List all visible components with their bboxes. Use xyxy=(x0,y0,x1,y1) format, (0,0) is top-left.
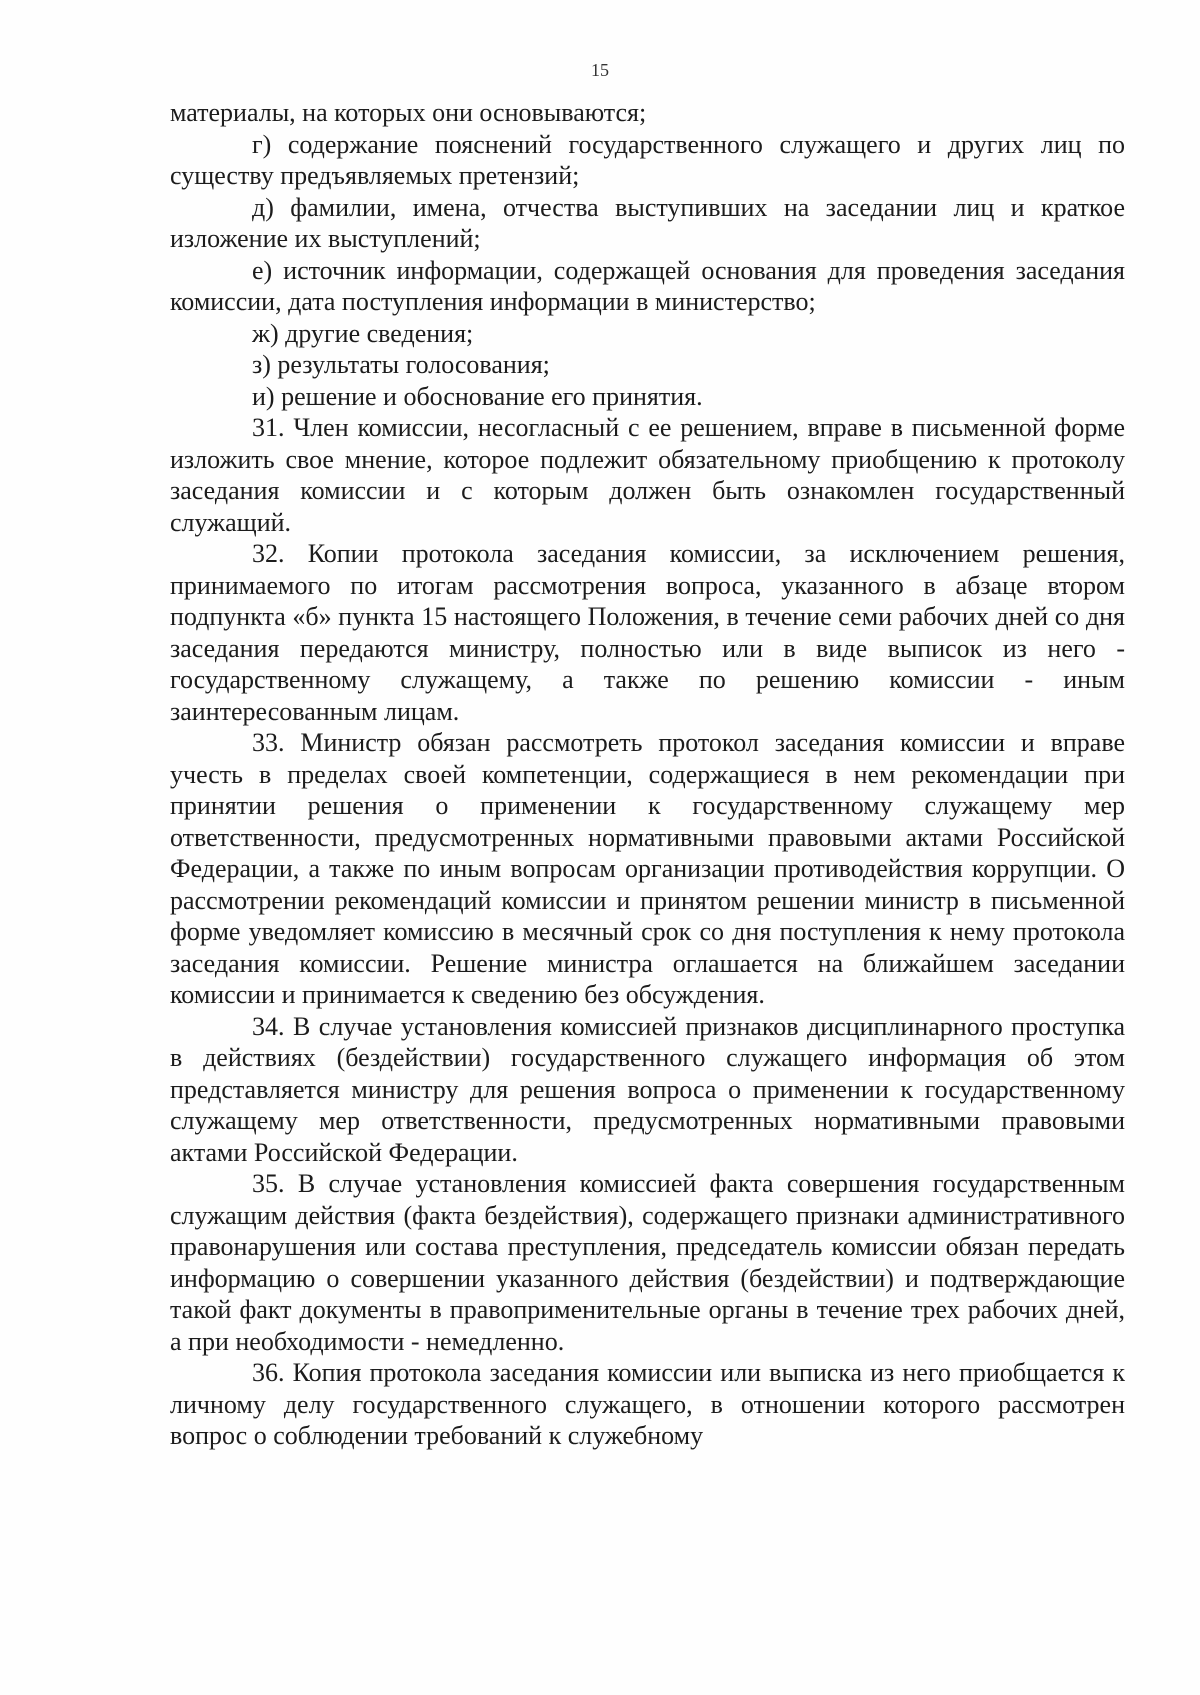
paragraph-item-zh: ж) другие сведения; xyxy=(252,318,474,348)
document-body xyxy=(170,97,1125,1452)
paragraph-item-g: г) содержание пояснений государственного служащего и других лиц по существу предъявляемых претензий; xyxy=(170,129,1125,190)
paragraph-34: 34. В случае установления комиссией признаков дисциплинарного проступка в действиях (бездействии) государственного служащего информация об этом представляется министру для решения вопроса о применении к государственному служащему мер ответственности, предусмотренных нормативными правовыми актами Российской Федерации. xyxy=(170,1011,1125,1167)
paragraph-item-d: д) фамилии, имена, отчества выступивших на заседании лиц и краткое изложение их выступлений; xyxy=(170,192,1125,253)
page-number: 15 xyxy=(591,60,609,80)
paragraph-35: 35. В случае установления комиссией факта совершения государственным служащим действия (факта бездействия), содержащего признаки административного правонарушения или состава преступления, председатель комиссии обязан передать информацию о совершении указанного действия (бездействии) и подтверждающие такой факт документы в правоприменительные органы в течение трех рабочих дней, а при необходимости - немедленно. xyxy=(170,1169,1125,1356)
paragraph-33: 33. Министр обязан рассмотреть протокол заседания комиссии и вправе учесть в пределах своей компетенции, содержащиеся в нем рекомендации при принятии решения о применении к государственному служащему мер ответственности, предусмотренных нормативными правовыми актами Российской Федерации, а также по иным вопросам организации противодействия коррупции. О рассмотрении рекомендаций комиссии и принятом решении министр в письменной форме уведомляет комиссию в месячный срок со дня поступления к нему протокола заседания комиссии. Решение министра оглашается на ближайшем заседании комиссии и принимается к сведению без обсуждения. xyxy=(170,728,1125,1009)
paragraph-item-i: и) решение и обоснование его принятия. xyxy=(252,381,703,411)
paragraph-continuation: материалы, на которых они основываются; xyxy=(170,98,647,127)
paragraph-32: 32. Копии протокола заседания комиссии, за исключением решения, принимаемого по итогам рассмотрения вопроса, указанного в абзаце втором подпункта «б» пункта 15 настоящего Положения, в течение семи рабочих дней со дня заседания передаются министру, полностью или в виде выписок из него - государственному служащему, а также по решению комиссии - иным заинтересованным лицам. xyxy=(170,539,1125,726)
paragraph-item-z: з) результаты голосования; xyxy=(252,350,550,379)
paragraph-31: 31. Член комиссии, несогласный с ее решением, вправе в письменной форме изложить свое мнение, которое подлежит обязательному приобщению к протоколу заседания комиссии и с которым должен быть ознакомлен государственный служащий. xyxy=(170,413,1125,537)
paragraph-36: 36. Копия протокола заседания комиссии или выписка из него приобщается к личному делу государственного служащего, в отношении которого рассмотрен вопрос о соблюдении требований к служебному xyxy=(170,1358,1125,1450)
paragraph-item-e: е) источник информации, содержащей основания для проведения заседания комиссии, дата поступления информации в министерство; xyxy=(170,255,1125,316)
